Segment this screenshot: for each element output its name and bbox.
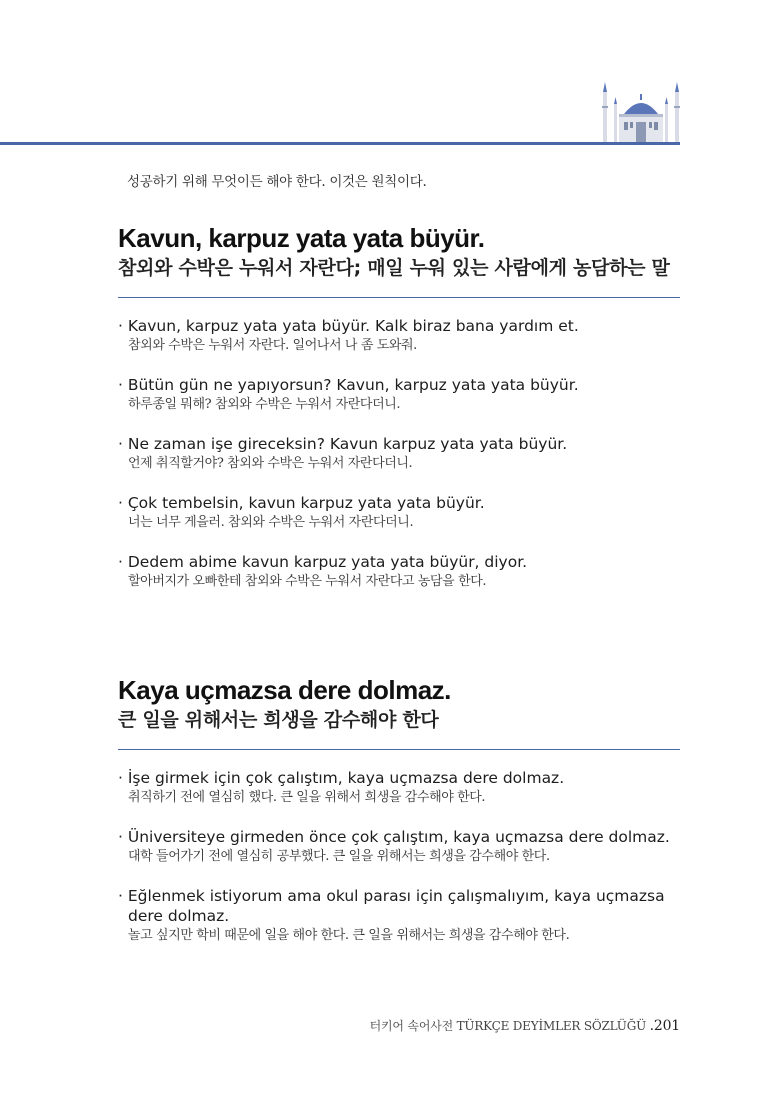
example-item — [118, 552, 680, 591]
idiom-title: Kavun, karpuz yata yata büyür. — [118, 223, 485, 253]
example-turkish: · Çok tembelsin, kavun karpuz yata yata büyür. — [118, 494, 485, 512]
entry-divider — [118, 749, 680, 750]
example-korean: 언제 취직할거야? 참외와 수박은 누워서 자란다더니. — [128, 456, 413, 471]
example-item — [118, 316, 680, 355]
example-turkish: · İşe girmek için çok çalıştım, kaya uçmazsa dere dolmaz. — [118, 769, 565, 787]
example-item — [118, 827, 680, 866]
mosque-icon — [600, 78, 682, 144]
example-turkish: · Eğlenmek istiyorum ama okul parası için çalışmalıyım, kaya uçmazsa dere dolmaz. — [118, 887, 665, 925]
idiom-entry — [118, 674, 680, 965]
page-number: .201 — [649, 1018, 680, 1034]
example-turkish: · Dedem abime kavun karpuz yata yata büyür, diyor. — [118, 553, 528, 571]
page-footer — [370, 1017, 680, 1034]
example-item — [118, 886, 680, 945]
example-korean: 취직하기 전에 열심히 했다. 큰 일을 위해서 희생을 감수해야 한다. — [128, 790, 486, 805]
example-item — [118, 493, 680, 532]
example-turkish: · Üniversiteye girmeden önce çok çalıştım, kaya uçmazsa dere dolmaz. — [118, 828, 670, 846]
example-turkish: · Bütün gün ne yapıyorsun? Kavun, karpuz yata yata büyür. — [118, 376, 579, 394]
footer-book-title: 터키어 속어사전 TÜRKÇE DEYİMLER SÖZLÜĞÜ — [369, 1019, 646, 1033]
example-korean: 너는 너무 게을러. 참외와 수박은 누워서 자란다더니. — [128, 515, 414, 530]
idiom-meaning: 큰 일을 위해서는 희생을 감수해야 한다 — [118, 709, 439, 731]
example-item — [118, 768, 680, 807]
example-korean: 놀고 싶지만 학비 때문에 일을 해야 한다. 큰 일을 위해서는 희생을 감수해야 한다. — [128, 928, 570, 943]
example-turkish: · Ne zaman işe gireceksin? Kavun karpuz yata yata büyür. — [118, 435, 568, 453]
example-korean: 대학 들어가기 전에 열심히 공부했다. 큰 일을 위해서는 희생을 감수해야 한다. — [128, 849, 550, 864]
idiom-title: Kaya uçmazsa dere dolmaz. — [118, 675, 451, 705]
example-korean: 할아버지가 오빠한테 참외와 수박은 누워서 자란다고 농담을 한다. — [128, 574, 487, 589]
example-item — [118, 375, 680, 414]
header-rule — [0, 142, 680, 145]
example-turkish: · Kavun, karpuz yata yata büyür. Kalk biraz bana yardım et. — [118, 317, 579, 335]
intro-sentence: 성공하기 위해 무엇이든 해야 한다. 이것은 원칙이다. — [127, 174, 427, 190]
example-korean: 참외와 수박은 누워서 자란다. 일어나서 나 좀 도와줘. — [128, 338, 417, 353]
idiom-meaning: 참외와 수박은 누워서 자란다; 매일 누워 있는 사람에게 농담하는 말 — [118, 257, 670, 279]
example-korean: 하루종일 뭐해? 참외와 수박은 누워서 자란다더니. — [128, 397, 401, 412]
example-item — [118, 434, 680, 473]
entry-divider — [118, 297, 680, 298]
idiom-entry — [118, 222, 680, 611]
